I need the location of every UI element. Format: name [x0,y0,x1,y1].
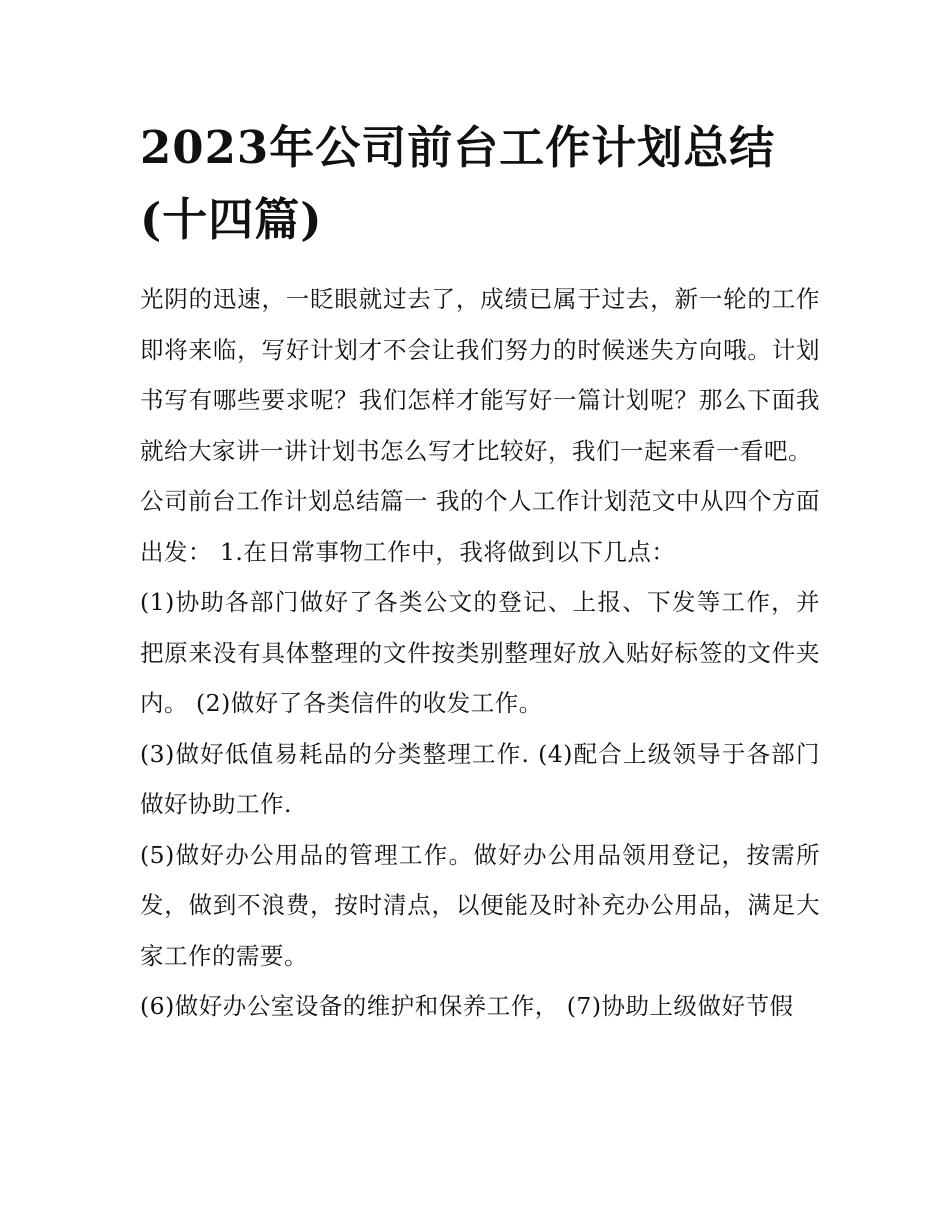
intro-paragraph: 光阴的迅速，一眨眼就过去了，成绩已属于过去，新一轮的工作即将来临，写好计划才不会让我们努力的时候迷失方向哦。计划书写有哪些要求呢？我们怎样才能写好一篇计划呢？那么下面我就给大家讲一讲计划书怎么写才比较好，我们一起来看一看吧。 [140,285,820,465]
section-one-intro-paragraph: 公司前台工作计划总结篇一 我的个人工作计划范文中从四个方面出发： 1.在日常事物工作中，我将做到以下几点： [140,487,820,566]
list-item-5: (5)做好办公用品的管理工作。做好办公用品领用登记，按需所发，做到不浪费，按时清点，以便能及时补充办公用品，满足大家工作的需要。 [140,840,820,970]
list-item-3-4: (3)做好低值易耗品的分类整理工作. (4)配合上级领导于各部门做好协助工作. [140,739,820,818]
list-item-1-2: (1)协助各部门做好了各类公文的登记、上报、下发等工作，并把原来没有具体整理的文件按类别整理好放入贴好标签的文件夹内。 (2)做好了各类信件的收发工作。 [140,588,820,717]
document-page [140,112,820,1032]
document-title: 2023年公司前台工作计划总结(十四篇) [140,121,776,246]
list-item-6-7: (6)做好办公室设备的维护和保养工作， (7)协助上级做好节假 [140,992,794,1020]
